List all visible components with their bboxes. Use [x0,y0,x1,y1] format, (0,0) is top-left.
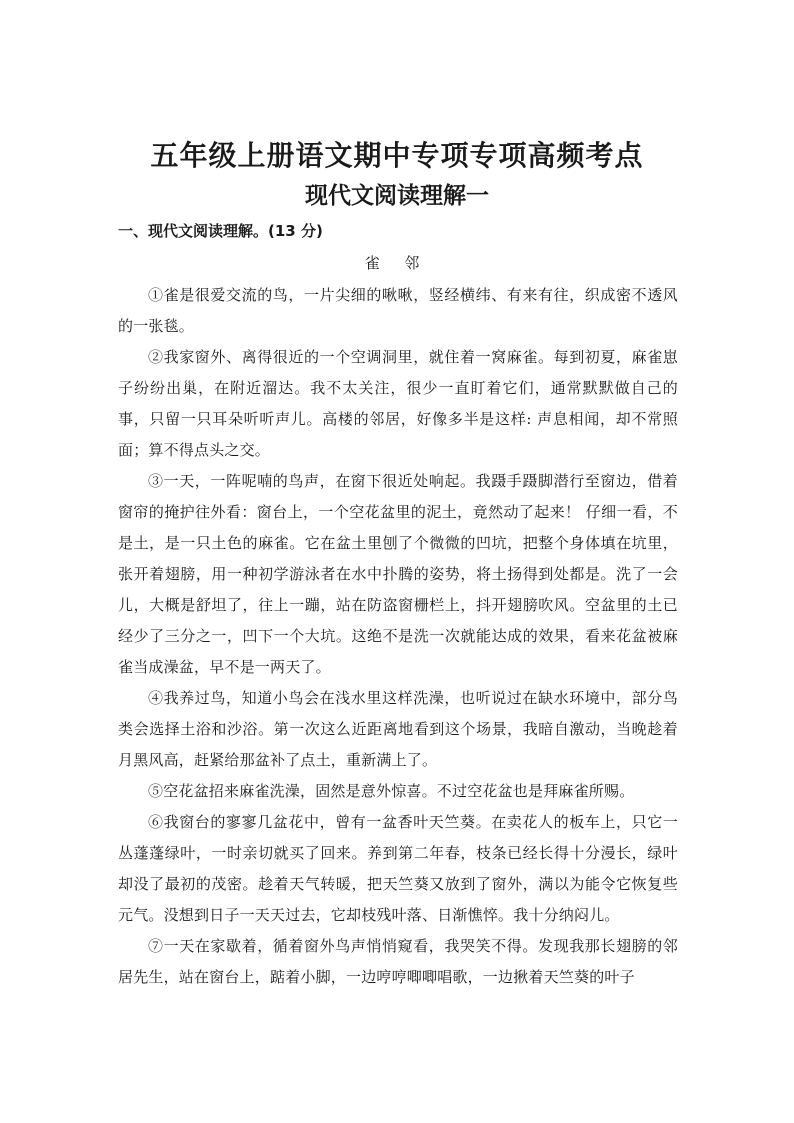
paragraph-2: ②我家窗外、离得很近的一个空调洞里，就住着一窝麻雀。每到初夏，麻雀崽子纷纷出巢，在附近溜达。我不太关注，很少一直盯着它们，通常默默做自己的事，只留一只耳朵听听声儿。高楼的邻居，好像多半是这样: 声息相闻，却不常照面；算不得点头之交。 [118,348,678,459]
article-body [118,280,678,993]
paragraph-1: ①雀是很爱交流的鸟，一片尖细的啾啾，竖经横纬、有来有往，织成密不透风的一张毯。 [118,286,678,335]
paragraph-4: ④我养过鸟，知道小鸟会在浅水里这样洗澡，也听说过在缺水环境中，部分鸟类会选择土浴和沙浴。第一次这么近距离地看到这个场景，我暗自激动，当晚趁着月黑风高，赶紧给那盆补了点土，重新满上了。 [118,689,678,769]
paragraph-5: ⑤空花盆招来麻雀洗澡，固然是意外惊喜。不过空花盆也是拜麻雀所赐。 [148,782,635,800]
paragraph-6: ⑥我窗台的寥寥几盆花中，曾有一盆香叶天竺葵。在卖花人的板车上，只它一丛蓬蓬绿叶，一时亲切就买了回来。养到第二年春，枝条已经长得十分漫长，绿叶却没了最初的茂密。趁着天气转暖，把天竺葵又放到了窗外，满以为能令它恢复些元气。没想到日子一天天过去，它却枝残叶落、日渐憔悴。我十分纳闷儿。 [118,813,678,924]
document-title: 五年级上册语文期中专项专项高频考点 [150,139,644,172]
document-subtitle: 现代文阅读理解一 [305,183,489,209]
paragraph-7: ⑦一天在家歇着，循着窗外鸟声悄悄窥看，我哭笑不得。发现我那长翅膀的邻居先生，站在窗台上，踮着小脚，一边哼哼唧唧唱歌，一边揪着天竺葵的叶子 [118,937,678,986]
section-heading: 一、现代文阅读理解。(13 分) [118,222,323,240]
article-title: 雀 邻 [364,254,430,272]
paragraph-3: ③一天，一阵呢喃的鸟声，在窗下很近处响起。我蹑手蹑脚潜行至窗边，借着窗帘的掩护往外看：窗台上，一个空花盆里的泥土，竟然动了起来！ 仔细一看，不是土，是一只土色的麻雀。它在盆土里刨了个微微的凹坑，把整个身体填在坑里，张开着翅膀，用一种初学游泳者在水中扑腾的姿势，将土扬得到处都是。洗了一会儿，大概是舒坦了，往上一蹦，站在防盗窗栅栏上，抖开翅膀吹风。空盆里的土已经少了三分之一，凹下一个大坑。这绝不是洗一次就能达成的效果，看来花盆被麻雀当成澡盆，早不是一两天了。 [118,472,678,676]
